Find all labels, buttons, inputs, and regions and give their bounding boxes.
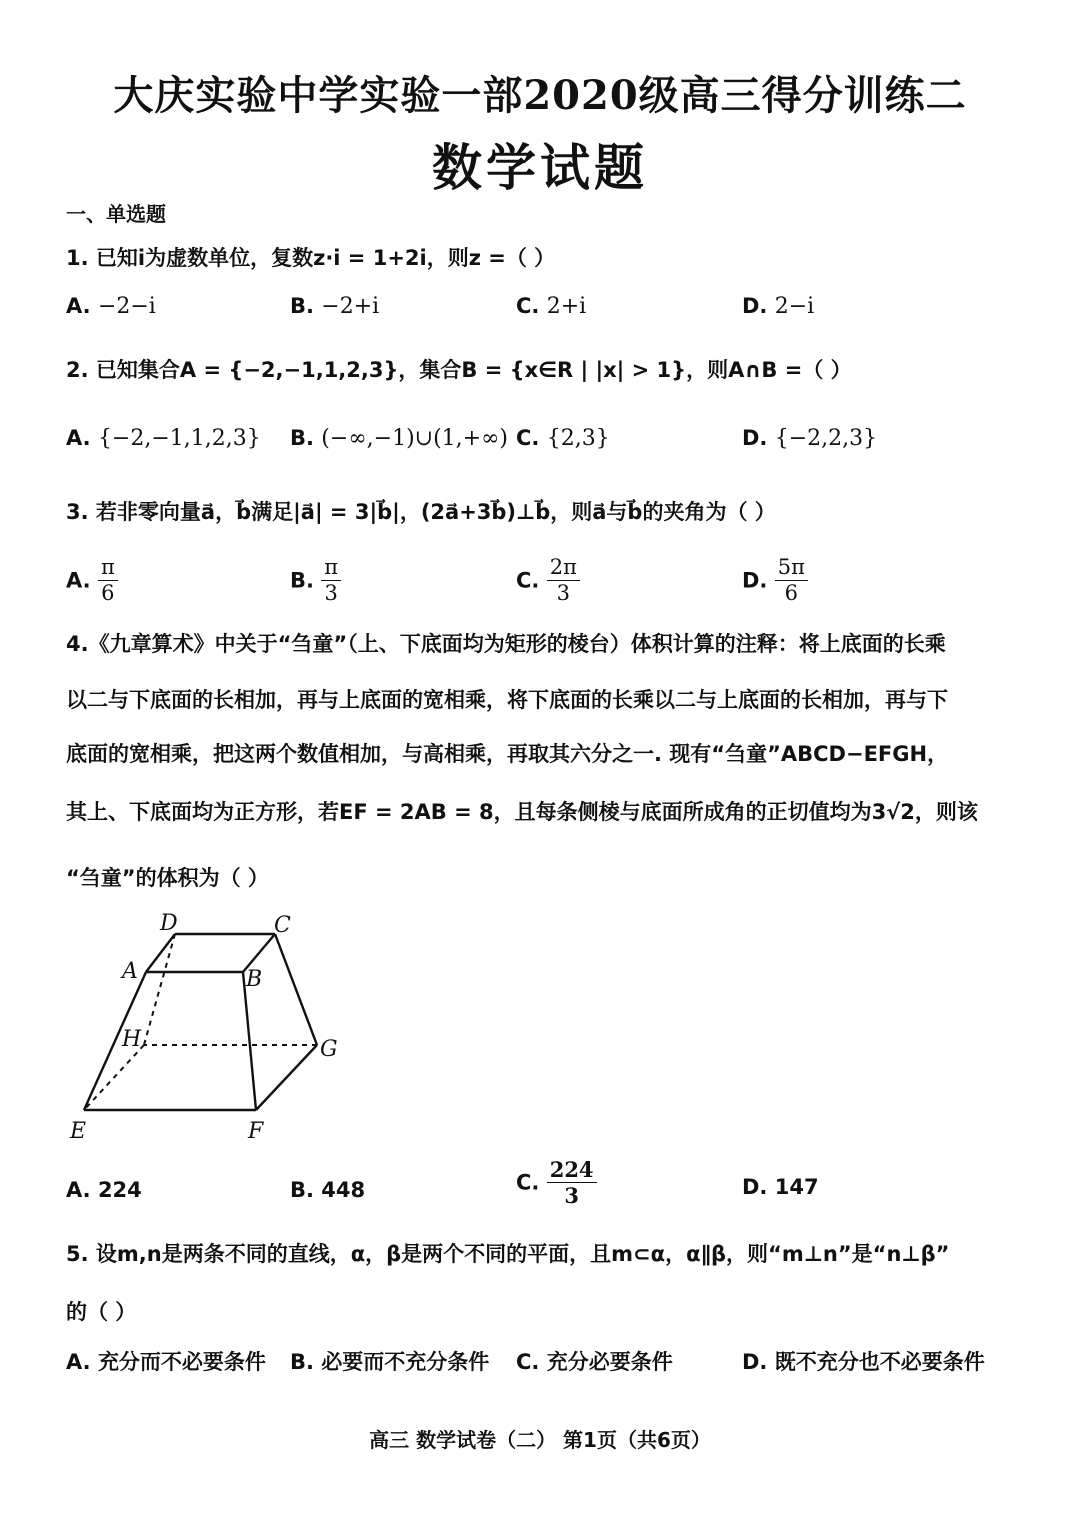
q2-option-b: B. (−∞,−1)∪(1,+∞) xyxy=(290,426,508,451)
q3-option-d: D. $\frac{5\pi}{6}$ xyxy=(742,555,808,606)
q3-option-a: A. $\frac{\pi}{6}$ xyxy=(66,555,118,606)
label-e: E xyxy=(70,1119,87,1144)
label-f: F xyxy=(248,1119,264,1144)
label-a: A xyxy=(122,959,138,984)
q5-option-d: D. 既不充分也不必要条件 xyxy=(742,1350,985,1374)
question-3-text: 3. 若非零向量a⃗，b⃗满足|a⃗| = 3|b⃗|，(2a⃗+3b⃗)⊥b⃗，则a⃗与b⃗的夹角为（ ） xyxy=(66,500,776,524)
question-5-line-1: 5. 设m,n是两条不同的直线，α，β是两个不同的平面，且m⊂α，α∥β，则“m⊥n”是“n⊥β” xyxy=(66,1242,950,1266)
q1-option-d: D. 2−i xyxy=(742,294,815,319)
q2-option-a: A. {−2,−1,1,2,3} xyxy=(66,426,261,451)
q1-option-a: A. −2−i xyxy=(66,294,156,319)
q4-option-a: A. 224 xyxy=(66,1178,142,1202)
question-1-text: 1. 已知i为虚数单位，复数z·i = 1+2i，则z =（ ） xyxy=(66,246,556,270)
edge-dh xyxy=(144,934,175,1045)
q4-option-c: C. $\frac{224}{3}$ xyxy=(516,1157,597,1208)
label-g: G xyxy=(320,1037,338,1062)
q2-option-d: D. {−2,2,3} xyxy=(742,426,878,451)
label-h: H xyxy=(122,1027,142,1052)
edge-ad xyxy=(146,934,175,972)
q2-option-c: C. {2,3} xyxy=(516,426,610,451)
q5-option-b: B. 必要而不充分条件 xyxy=(290,1350,490,1374)
edge-cg xyxy=(275,934,317,1045)
question-2-text: 2. 已知集合A = {−2,−1,1,2,3}，集合B = {x∈R | |x| > 1}，则A∩B =（ ） xyxy=(66,358,852,382)
page-footer: 高三 数学试卷（二） 第1页（共6页） xyxy=(369,1428,711,1452)
q1-option-c: C. 2+i xyxy=(516,294,587,319)
label-b: B xyxy=(246,967,263,992)
label-d: D xyxy=(160,911,178,936)
q3-option-c: C. $\frac{2\pi}{3}$ xyxy=(516,555,580,606)
q4-option-d: D. 147 xyxy=(742,1175,819,1199)
question-4-line-2: 以二与下底面的长相加，再与上底面的宽相乘，将下底面的长乘以二与上底面的长相加，再与下 xyxy=(66,688,948,712)
frustum-figure xyxy=(60,900,360,1160)
label-c: C xyxy=(274,913,291,938)
exam-header-title: 大庆实验中学实验一部2020级高三得分训练二 xyxy=(113,72,967,119)
q3-option-b: B. $\frac{\pi}{3}$ xyxy=(290,555,341,606)
section-label: 一、单选题 xyxy=(66,202,166,226)
edge-bf xyxy=(243,972,256,1110)
question-4-line-1: 4.《九章算术》中关于“刍童”（上、下底面均为矩形的棱台）体积计算的注释：将上底面的长乘 xyxy=(66,632,946,656)
question-4-line-3: 底面的宽相乘，把这两个数值相加，与高相乘，再取其六分之一. 现有“刍童”ABCD−EFGH， xyxy=(66,742,949,766)
edge-he xyxy=(84,1045,144,1110)
question-4-line-4: 其上、下底面均为正方形，若EF = 2AB = 8，且每条侧棱与底面所成角的正切值均为3√2，则该 xyxy=(66,800,978,824)
edge-fg xyxy=(256,1045,317,1110)
q4-option-b: B. 448 xyxy=(290,1178,366,1202)
subject-title: 数学试题 xyxy=(432,138,648,197)
question-5-line-2: 的（ ） xyxy=(66,1300,137,1324)
question-4-line-5: “刍童”的体积为（ ） xyxy=(66,866,269,890)
q5-option-c: C. 充分必要条件 xyxy=(516,1350,673,1374)
q5-option-a: A. 充分而不必要条件 xyxy=(66,1350,266,1374)
q1-option-b: B. −2+i xyxy=(290,294,380,319)
